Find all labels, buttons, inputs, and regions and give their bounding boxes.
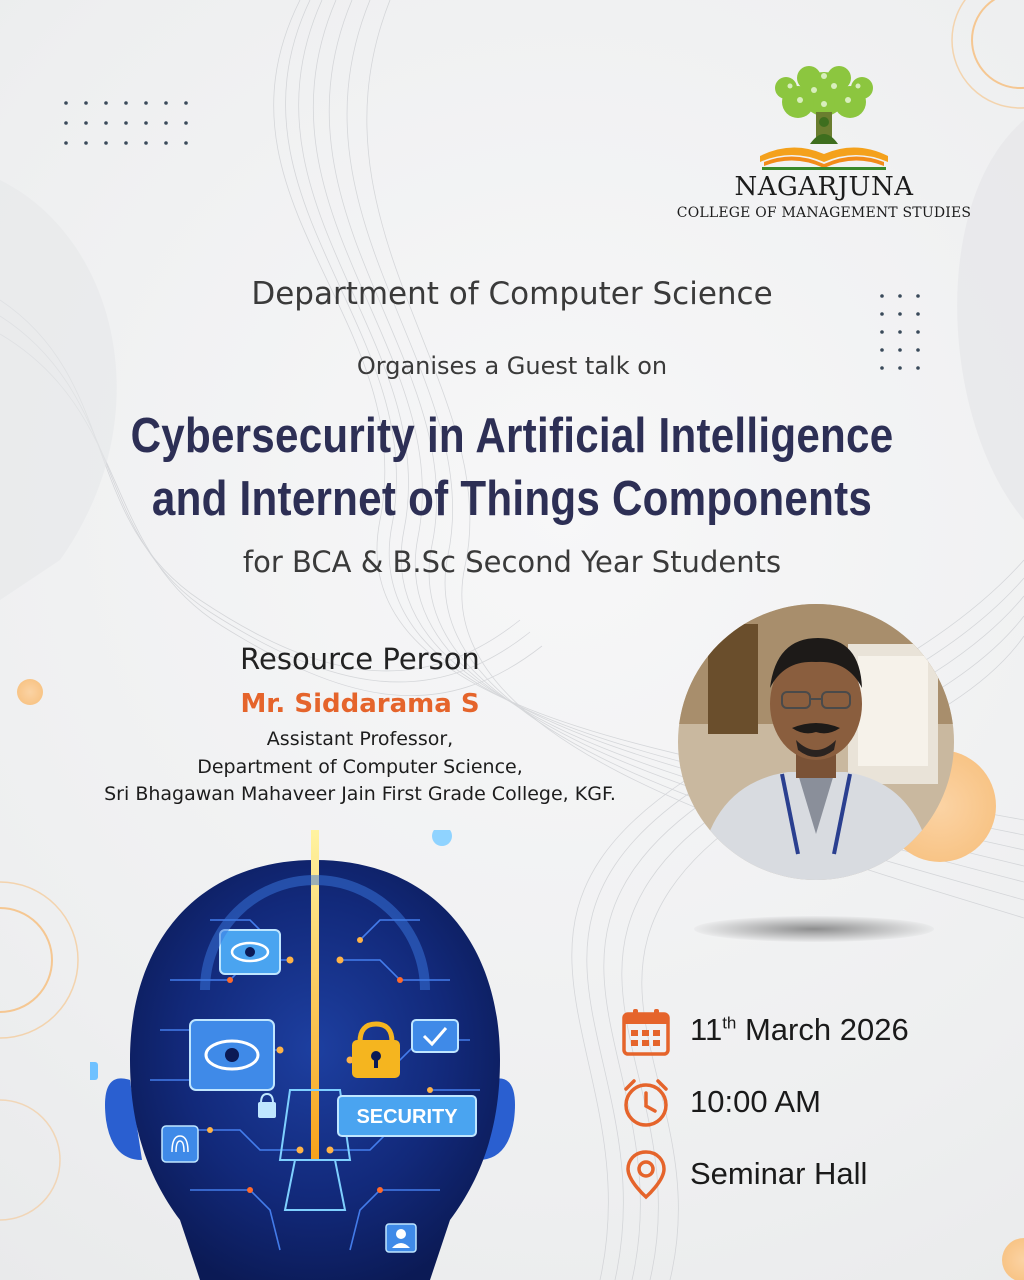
audience-text: for BCA & B.Sc Second Year Students [242,545,782,579]
resource-person-name: Mr. Siddarama S [240,689,480,719]
date-rest: March 2026 [736,1012,909,1047]
event-date [690,1012,909,1048]
grid-dot [880,312,884,316]
department-heading: Department of Computer Science [251,276,773,312]
grid-dot [164,101,168,105]
security-label: SECURITY [356,1106,458,1128]
clock-icon [620,1077,672,1129]
organises-text: Organises a Guest talk on [356,352,668,380]
talk-title-line-2: and Internet of Things Components [151,472,873,526]
grid-dot [184,121,188,125]
grid-dot [104,141,108,145]
resource-person-designation: Assistant Professor, [266,728,454,750]
college-subtitle: COLLEGE OF MANAGEMENT STUDIES [676,205,972,221]
talk-title-line-1: Cybersecurity in Artificial Intelligence [130,409,894,463]
resource-person-department: Department of Computer Science, [197,756,523,778]
resource-person-label: Resource Person [240,642,480,676]
speaker-photo [678,604,954,880]
calendar-icon [620,1006,672,1058]
grid-dot [898,312,902,316]
grid-dot [124,101,128,105]
grid-dot [124,141,128,145]
grid-dot [104,101,108,105]
grid-dot [64,101,68,105]
grid-dot [104,121,108,125]
grid-dot [144,121,148,125]
event-time: 10:00 AM [690,1084,821,1119]
event-venue: Seminar Hall [690,1156,868,1191]
resource-person-institution: Sri Bhagawan Mahaveer Jain First Grade College, KGF. [104,783,616,805]
grid-dot [184,141,188,145]
date-day: 11 [690,1012,723,1047]
grid-dot [144,141,148,145]
grid-dot [164,121,168,125]
grid-dot [64,141,68,145]
college-logo [664,64,984,232]
grid-dot [84,121,88,125]
grid-dot [916,312,920,316]
grid-dot [144,101,148,105]
dot-grid-top-left [64,101,188,145]
photo-shadow [694,916,934,942]
grid-dot [916,330,920,334]
tree-logo-icon [664,64,984,172]
grid-dot [898,330,902,334]
grid-dot [184,101,188,105]
grid-dot [64,121,68,125]
date-suffix: th [722,1013,737,1033]
location-pin-icon [620,1148,672,1200]
grid-dot [124,121,128,125]
college-name: NAGARJUNA [734,172,914,202]
cyber-head-illustration [90,830,540,1280]
grid-dot [164,141,168,145]
grid-dot [880,330,884,334]
grid-dot [84,101,88,105]
grid-dot [84,141,88,145]
